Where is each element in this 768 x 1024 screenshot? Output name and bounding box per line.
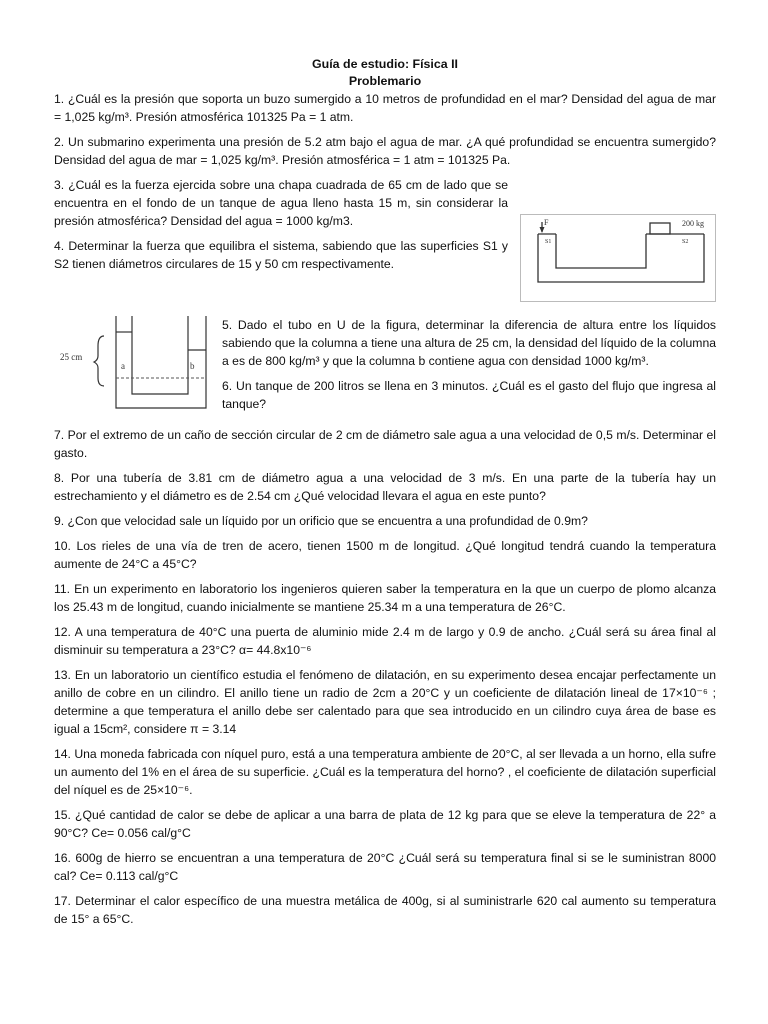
document-page bbox=[54, 0, 716, 935]
page-subtitle: Problemario bbox=[348, 74, 422, 88]
problem-4: 4. Determinar la fuerza que equilibra el sistema, sabiendo que las superficies S1 y S2 tienen diámetros circulares de 15 y 50 cm respectivamente. bbox=[54, 239, 508, 271]
problem-11: 11. En un experimento en laboratorio los ingenieros quieren saber la temperatura en la que un cuerpo de plomo alcanza los 25.43 m de longitud, cuando inicialmente se mantiene 25.34 m a una temperatura de 26°C. bbox=[54, 582, 716, 614]
u-tube-diagram bbox=[56, 312, 216, 412]
s1-label: S1 bbox=[545, 239, 552, 245]
page-title: Guía de estudio: Física II bbox=[312, 57, 458, 71]
problem-1: 1. ¿Cuál es la presión que soporta un buzo sumergido a 10 metros de profundidad en el mar? Densidad del agua de mar = 1,025 kg/m³. Presión atmosférica 101325 Pa = 1 atm. bbox=[54, 92, 716, 124]
column-a-label: a bbox=[121, 361, 125, 371]
problem-9: 9. ¿Con que velocidad sale un líquido por un orificio que se encuentra a una profundidad de 0.9m? bbox=[54, 514, 588, 528]
problem-8: 8. Por una tubería de 3.81 cm de diámetro agua a una velocidad de 3 m/s. En una parte de la tubería hay un estrechamiento y el diámetro es de 2.54 cm ¿Qué velocidad llevara el agua en este punto? bbox=[54, 471, 716, 503]
problem-5: 5. Dado el tubo en U de la figura, determinar la diferencia de altura entre los líquidos sabiendo que la columna a tiene una altura de 25 cm, la densidad del líquido de la columna a es de 800 kg/m³ y que la columna b contiene agua con densidad 1000 kg/m³. bbox=[222, 318, 716, 368]
problem-10: 10. Los rieles de una vía de tren de acero, tienen 1500 m de longitud. ¿Qué longitud tendrá cuando la temperatura aumente de 24°C a 45°C? bbox=[54, 539, 716, 571]
problem-15: 15. ¿Qué cantidad de calor se debe de aplicar a una barra de plata de 12 kg para que se eleve la temperatura de 22° a 90°C? Ce= 0.056 cal/g°C bbox=[54, 808, 716, 840]
problem-16: 16. 600g de hierro se encuentran a una temperatura de 20°C ¿Cuál será su temperatura final si se le suministran 8000 cal? Ce= 0.113 cal/g°C bbox=[54, 851, 716, 883]
column-b-label: b bbox=[190, 361, 195, 371]
problem-7: 7. Por el extremo de un caño de sección circular de 2 cm de diámetro sale agua a una velocidad de 0,5 m/s. Determinar el gasto. bbox=[54, 428, 716, 460]
hydraulic-press-diagram bbox=[520, 214, 716, 302]
problem-13: 13. En un laboratorio un científico estudia el fenómeno de dilatación, en su experimento desea encajar perfectamente un anillo de cobre en un cilindro. El anillo tiene un radio de 2cm a 20°C y un coeficiente de dilatación lineal de 17×10⁻⁶ ; determine a que temperatura el anillo debe ser calentado para que sea introducido en un cilindro cuya área de base es igual a 15cm², considere π = 3.14 bbox=[54, 668, 716, 736]
problem-12: 12. A una temperatura de 40°C una puerta de aluminio mide 2.4 m de largo y 0.9 de ancho. ¿Cuál será su área final al disminuir su temperatura a 23°C? α= 44.8x10⁻⁶ bbox=[54, 625, 716, 657]
problem-17: 17. Determinar el calor específico de una muestra metálica de 400g, si al suministrarle 620 cal aumento su temperatura de 15° a 65°C. bbox=[54, 894, 716, 926]
problem-14: 14. Una moneda fabricada con níquel puro, está a una temperatura ambiente de 20°C, al ser llevada a un horno, ella sufre un aumento del 1% en el área de su superficie. ¿Cuál es la temperatura del horno? , el coeficiente de dilatación superficial del níquel es de 25×10⁻⁶. bbox=[54, 747, 716, 797]
problem-6: 6. Un tanque de 200 litros se llena en 3 minutos. ¿Cuál es el gasto del flujo que ingresa al tanque? bbox=[222, 379, 716, 411]
height-label: 25 cm bbox=[60, 352, 83, 362]
problem-2: 2. Un submarino experimenta una presión de 5.2 atm bajo el agua de mar. ¿A qué profundidad se encuentra sumergido? Densidad del agua de mar = 1,025 kg/m³. Presión atmosférica = 1 atm = 101325 Pa. bbox=[54, 135, 716, 167]
problem-3: 3. ¿Cuál es la fuerza ejercida sobre una chapa cuadrada de 65 cm de lado que se encuentra en el fondo de un tanque de agua lleno hasta 15 m, sin considerar la presión atmosférica? Densidad del agua = 1000 kg/m3. bbox=[54, 178, 508, 228]
mass-label: 200 kg bbox=[682, 219, 704, 228]
s2-label: S2 bbox=[682, 239, 689, 245]
force-label: F bbox=[544, 218, 549, 227]
